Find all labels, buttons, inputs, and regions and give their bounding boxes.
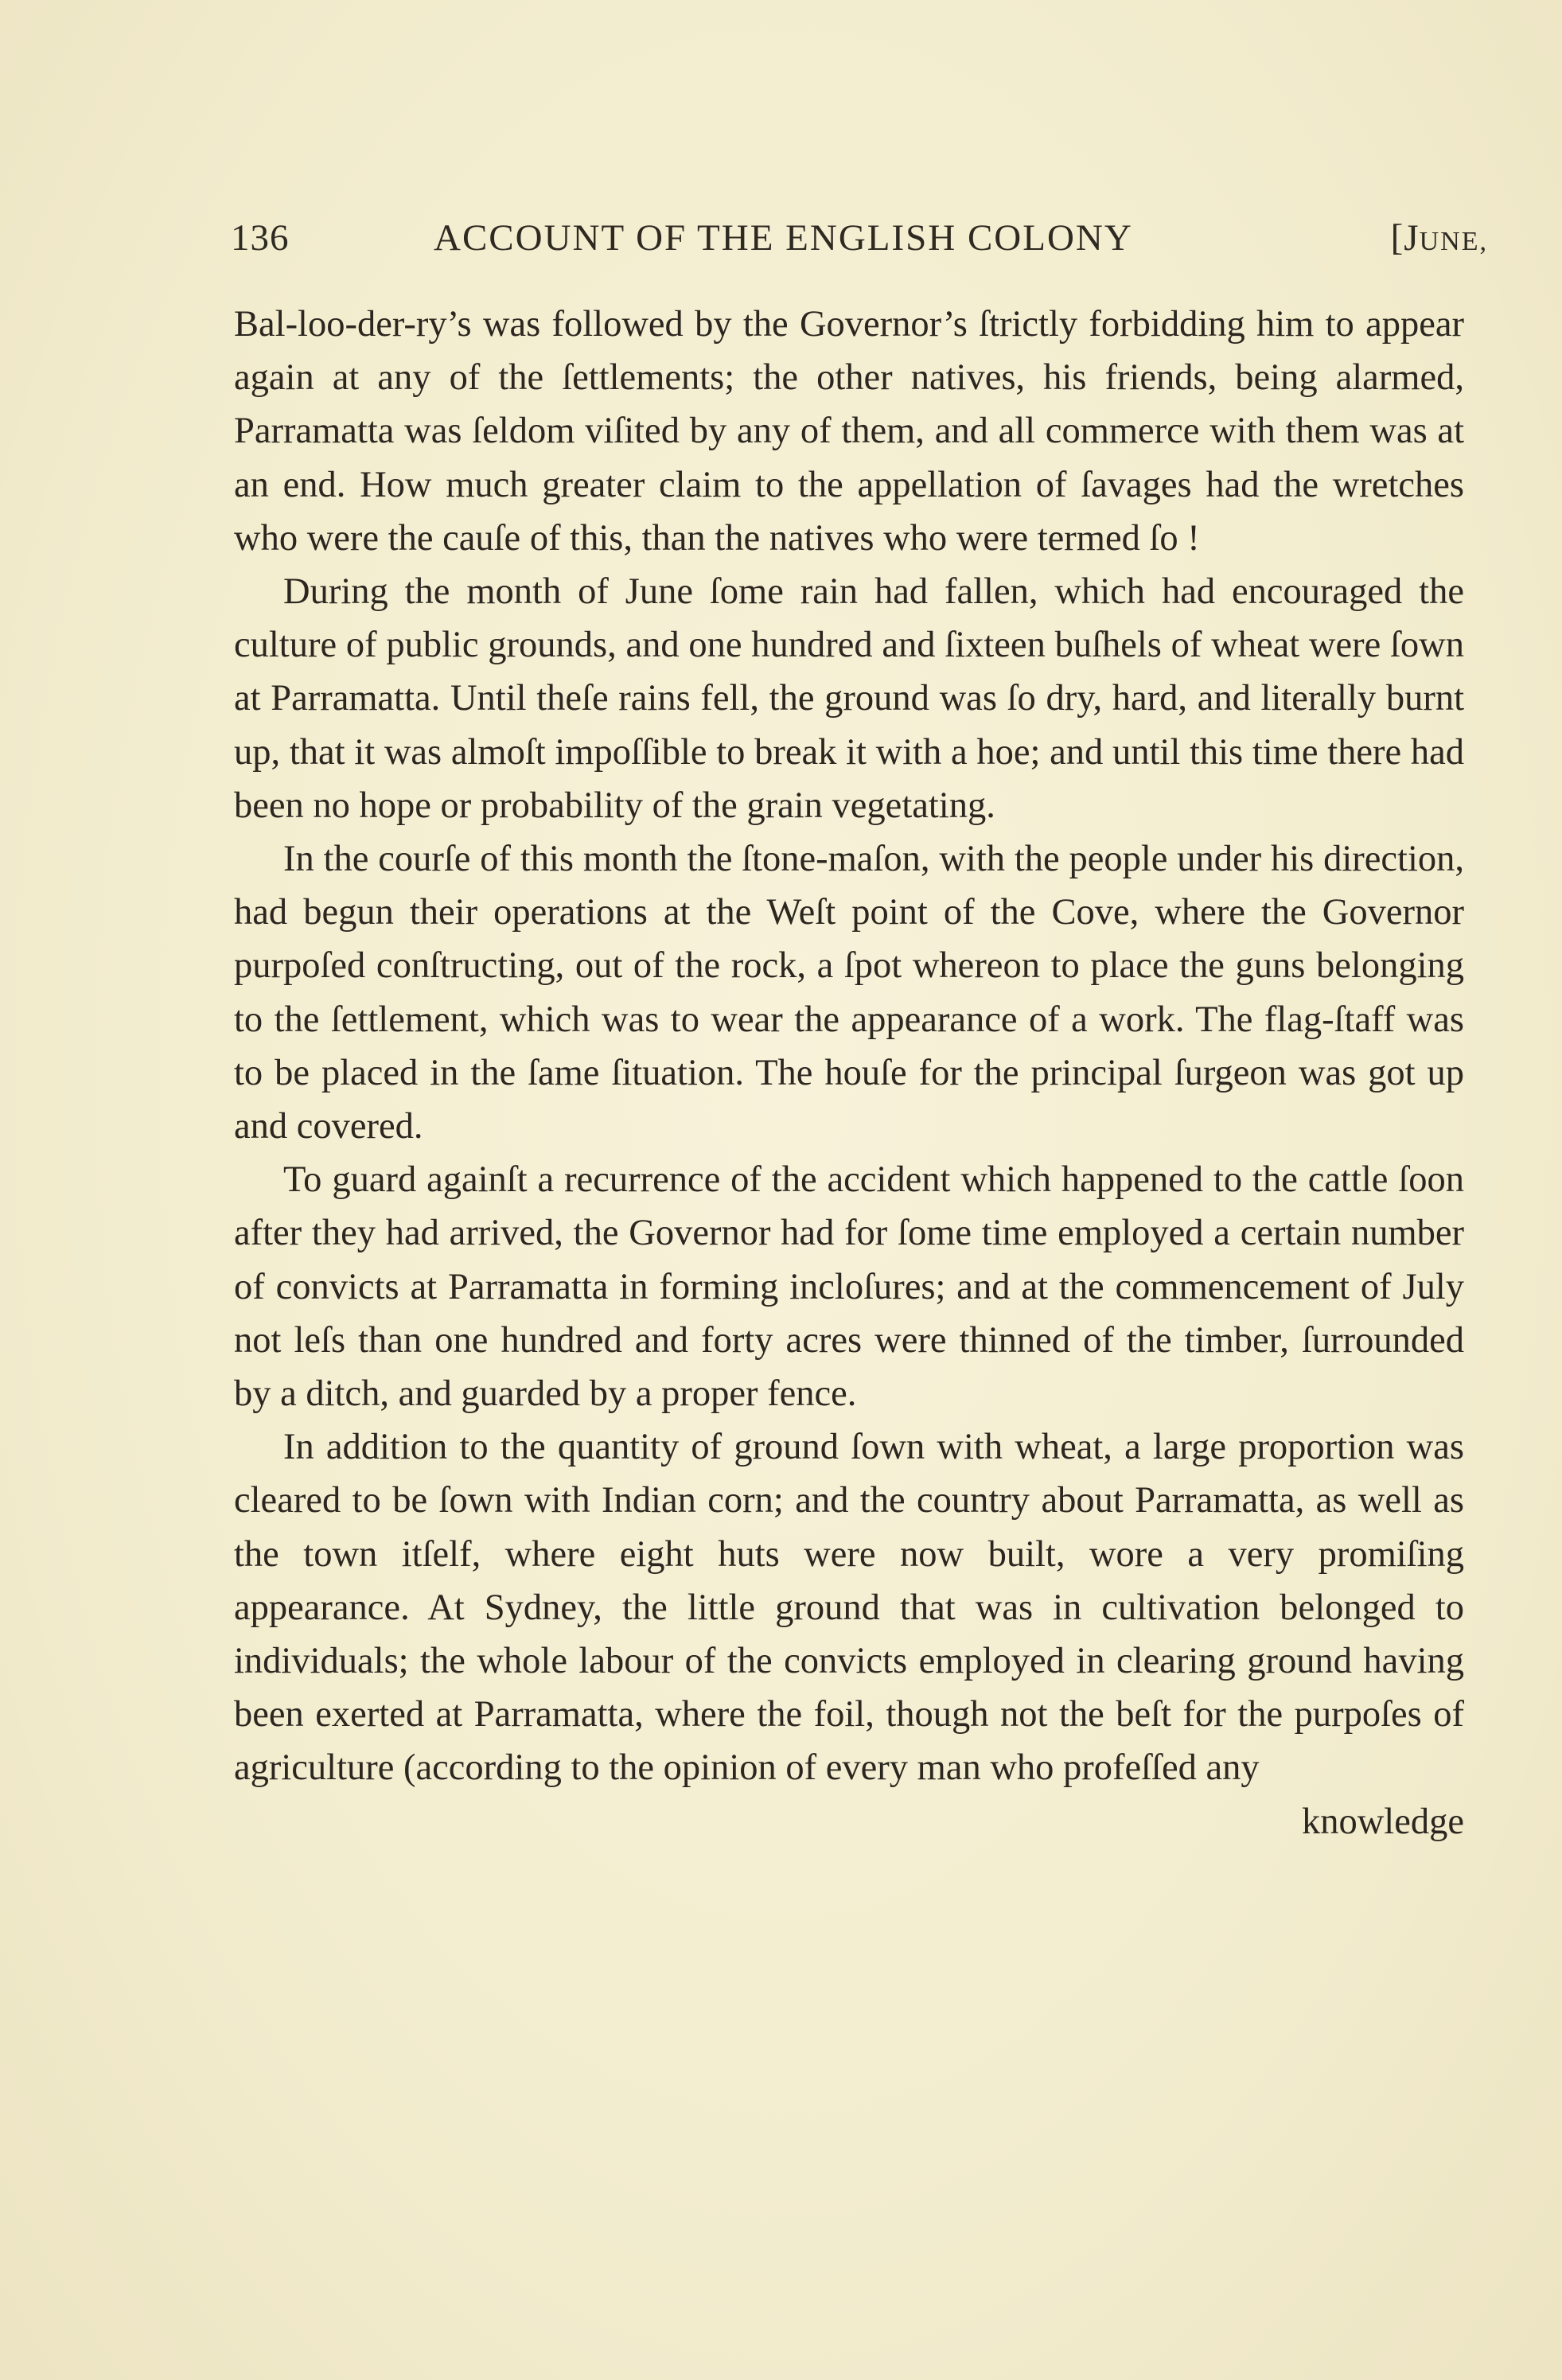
- paragraph-continuation: Bal-loo-der-ry’s was followed by the Governor’s ſtrictly forbidding him to appear again at any of the ſettlements; the other natives, his friends, being alarmed, Parramatta was ſeldom viſited by any of them, and all commerce with them was at an end. How much greater claim to the appellation of ſavages had the wretches who were the cauſe of this, than the natives who were termed ſo !: [234, 304, 1464, 559]
- paragraph-indian-corn: In addition to the quantity of ground ſown with wheat, a large proportion was cleared to be ſown with Indian corn; and the country about Parramatta, as well as the town itſelf, where eight huts were now built, wore a very promiſing appearance. At Sydney, the little ground that was in cultivation belonged to individuals; the whole labour of the convicts employed in clearing ground having been exerted at Parramatta, where the foil, though not the beſt for the purpoſes of agriculture (according to the opinion of every man who profeſſed any: [234, 1427, 1464, 1789]
- month-prefix: [J: [1390, 217, 1420, 259]
- paragraph-june-rain: During the month of June ſome rain had fallen, which had encouraged the culture of public grounds, and one hundred and ſixteen buſhels of wheat were ſown at Parramatta. Until theſe rains fell, the ground was ſo dry, hard, and literally burnt up, that it was almoſt impoſſible to break it with a hoe; and until this time there had been no hope or probability of the grain vegetating.: [234, 571, 1464, 826]
- month-rest: UNE,: [1419, 227, 1488, 256]
- catchword: knowledge: [1301, 1801, 1464, 1842]
- running-month: [1391, 216, 1488, 259]
- running-title: ACCOUNT OF THE ENGLISH COLONY: [434, 217, 1133, 259]
- paragraph-stone-mason: In the courſe of this month the ſtone-maſon, with the people under his direction, had begun their operations at the Weſt point of the Cove, where the Governor purpoſed conſtructing, out of the rock, a ſpot whereon to place the guns belonging to the ſettlement, which was to wear the appearance of a work. The flag-ſtaff was to be placed in the ſame ſituation. The houſe for the principal ſurgeon was got up and covered.: [234, 839, 1464, 1147]
- page-number: 136: [231, 217, 290, 259]
- running-header: [231, 216, 1488, 272]
- body-text: [234, 298, 1464, 1848]
- paragraph-cattle-inclosures: To guard againſt a recurrence of the accident which happened to the cattle ſoon after they had arrived, the Governor had for ſome time employed a certain number of convicts at Parramatta in forming incloſures; and at the commencement of July not leſs than one hundred and forty acres were thinned of the timber, ſurrounded by a ditch, and guarded by a proper fence.: [234, 1159, 1464, 1415]
